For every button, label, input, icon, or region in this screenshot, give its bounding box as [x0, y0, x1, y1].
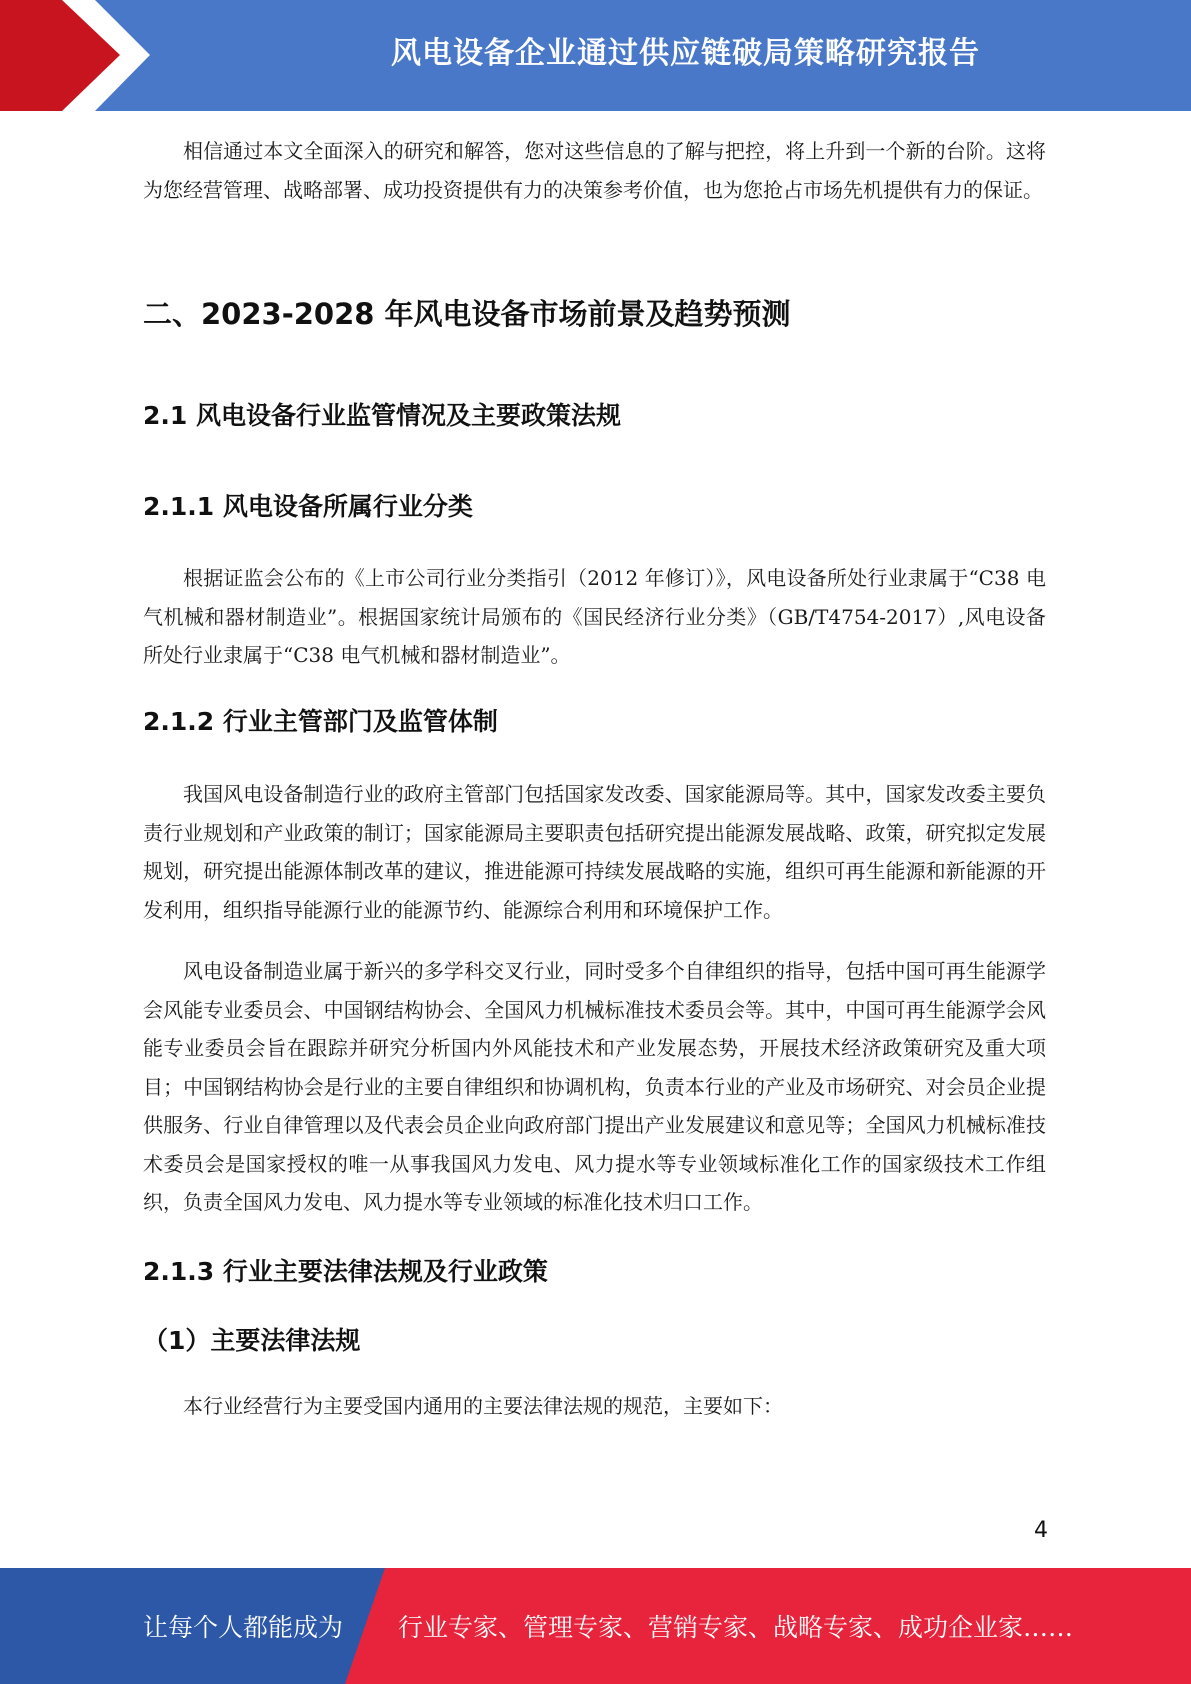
- sub-heading-main-laws: （1）主要法律法规: [143, 1326, 361, 1355]
- footer-slogan-right: 行业专家、管理专家、营销专家、战略专家、成功企业家……: [398, 1613, 1074, 1642]
- paragraph-2-1-2-b: 风电设备制造业属于新兴的多学科交叉行业，同时受多个自律组织的指导，包括中国可再生能源学会风能专业委员会、中国钢结构协会、全国风力机械标准技术委员会等。其中，中国可再生能源学会风能专业委员会旨在跟踪并研究分析国内外风能技术和产业发展态势，开展技术经济政策研究及重大项目；中国钢结构协会是行业的主要自律组织和协调机构，负责本行业的产业及市场研究、对会员企业提供服务、行业自律管理以及代表会员企业向政府部门提出产业发展建议和意见等；全国风力机械标准技术委员会是国家授权的唯一从事我国风力发电、风力提水等专业领域标准化工作的国家级技术工作组织，负责全国风力发电、风力提水等专业领域的标准化技术归口工作。: [143, 959, 1046, 1214]
- subsection-heading-2-1-1: 2.1.1 风电设备所属行业分类: [143, 492, 473, 521]
- intro-paragraph: 相信通过本文全面深入的研究和解答，您对这些信息的了解与把控，将上升到一个新的台阶。这将为您经营管理、战略部署、成功投资提供有力的决策参考价值，也为您抢占市场先机提供有力的保证。: [143, 139, 1046, 202]
- header-arrow-decoration: [0, 0, 200, 111]
- subsection-heading-2-1-2: 2.1.2 行业主管部门及监管体制: [143, 707, 498, 736]
- subsection-heading-2-1: 2.1 风电设备行业监管情况及主要政策法规: [143, 401, 621, 430]
- paragraph-main-laws: 本行业经营行为主要受国内通用的主要法律法规的规范，主要如下：: [183, 1394, 783, 1418]
- paragraph-2-1-1: 根据证监会公布的《上市公司行业分类指引（2012 年修订）》，风电设备所处行业隶属于“C38 电气机械和器材制造业”。根据国家统计局颁布的《国民经济行业分类》（GB/T4754-2017）,风电设备所处行业隶属于“C38 电气机械和器材制造业”。: [143, 566, 1046, 667]
- subsection-heading-2-1-3: 2.1.3 行业主要法律法规及行业政策: [143, 1257, 548, 1286]
- header-title: 风电设备企业通过供应链破局策略研究报告: [391, 36, 980, 71]
- page-footer: [0, 1568, 1191, 1684]
- page-header: [0, 0, 1191, 111]
- footer-slogan-left: 让每个人都能成为: [143, 1613, 344, 1642]
- section-heading: 二、2023-2028 年风电设备市场前景及趋势预测: [143, 297, 791, 331]
- paragraph-2-1-2-a: 我国风电设备制造行业的政府主管部门包括国家发改委、国家能源局等。其中，国家发改委主要负责行业规划和产业政策的制订；国家能源局主要职责包括研究提出能源发展战略、政策，研究拟定发展规划，研究提出能源体制改革的建议，推进能源可持续发展战略的实施，组织可再生能源和新能源的开发利用，组织指导能源行业的能源节约、能源综合利用和环境保护工作。: [143, 782, 1046, 922]
- page-number: 4: [1034, 1518, 1048, 1543]
